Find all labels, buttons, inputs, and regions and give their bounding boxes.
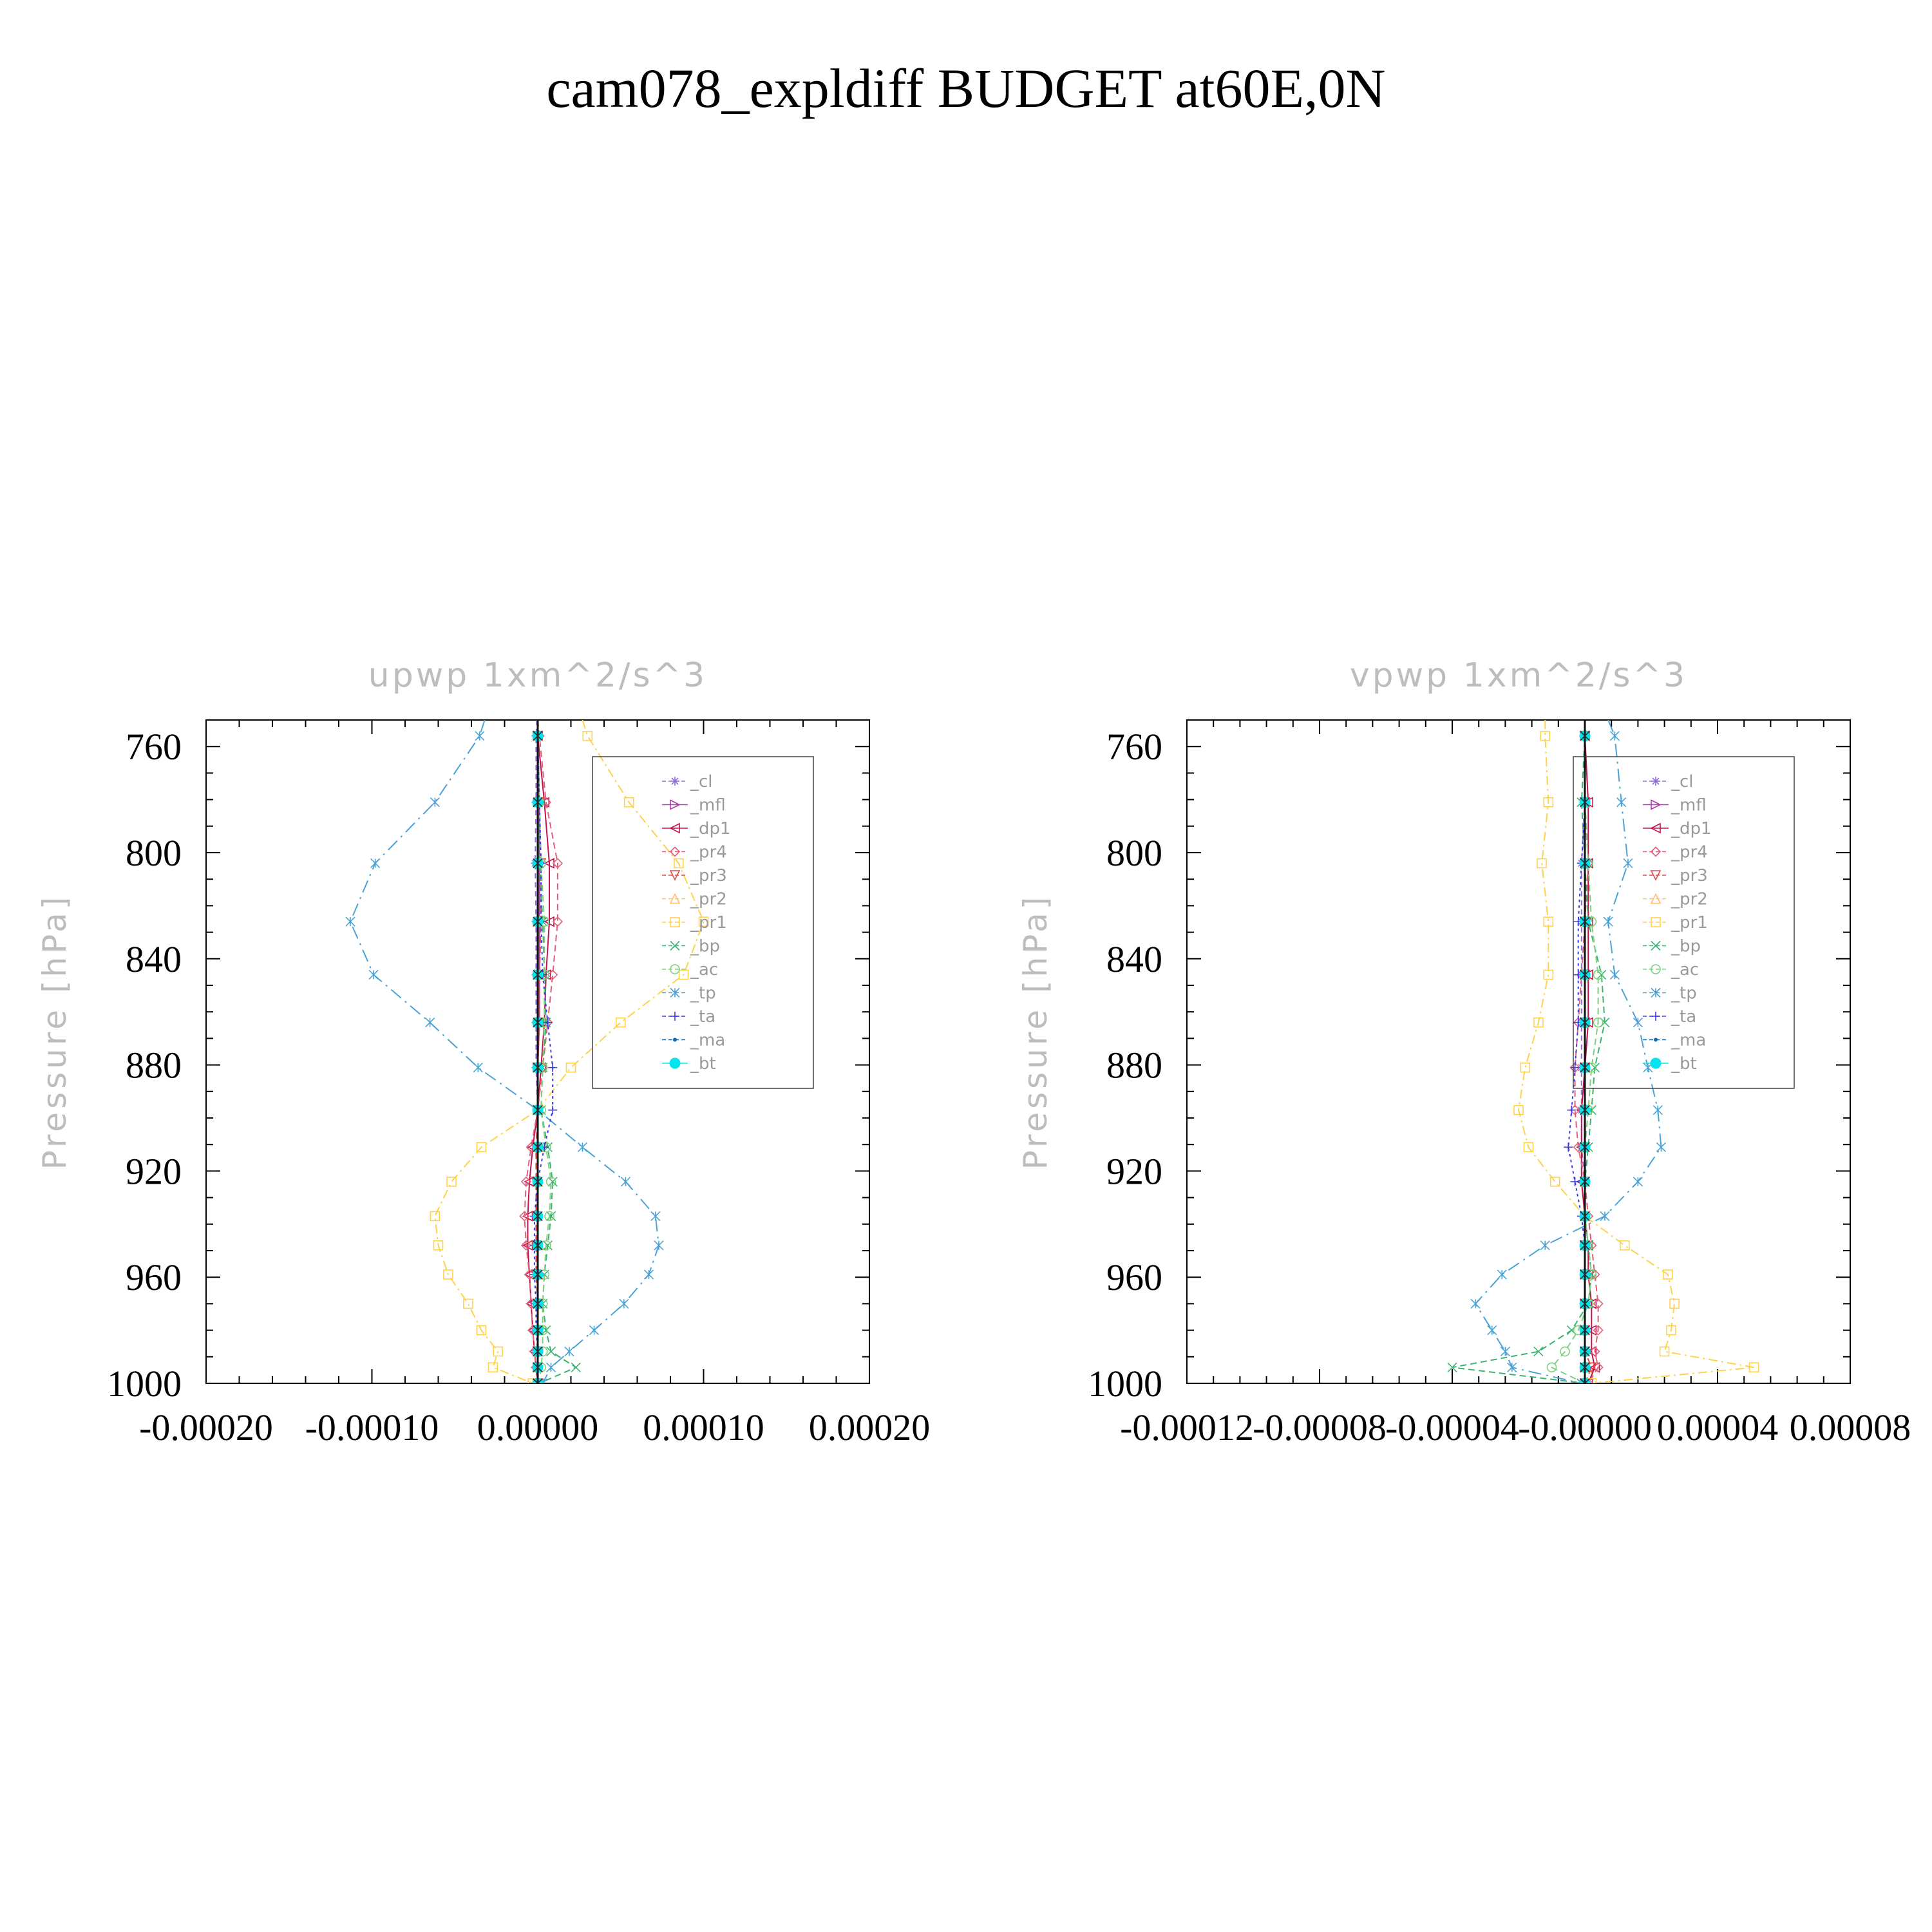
data-point [1488, 1326, 1497, 1335]
legend-item [662, 1007, 715, 1027]
x-tick-label: -0.00020 [139, 1406, 273, 1448]
legend-label: _ta [690, 1007, 716, 1027]
data-point [548, 1106, 557, 1115]
data-point [464, 1299, 473, 1308]
legend-label: _pr1 [1671, 913, 1708, 933]
legend-item [662, 772, 713, 791]
legend-label: _dp1 [1671, 819, 1712, 838]
legend-label: _bp [690, 936, 721, 956]
legend-label: _cl [690, 772, 713, 791]
data-point [1471, 1299, 1480, 1308]
data-point [1571, 1177, 1580, 1186]
x-tick-label: -0.00004 [1385, 1406, 1519, 1448]
data-point [1544, 971, 1553, 980]
legend-item [1643, 772, 1694, 791]
series-tp [1471, 720, 1665, 1388]
x-tick-label: -0.00012 [1120, 1406, 1254, 1448]
legend-item [662, 913, 727, 933]
legend-item [662, 960, 718, 980]
data-point [565, 1347, 574, 1356]
legend-label: _cl [1671, 772, 1694, 791]
legend-label: _ta [1671, 1007, 1697, 1027]
x-tick-label: 0.00020 [808, 1406, 931, 1448]
y-tick-label: 960 [1106, 1256, 1162, 1299]
legend-marker [1651, 1058, 1661, 1068]
data-point [1604, 917, 1613, 926]
legend-label: _bt [690, 1054, 716, 1074]
series-line [350, 720, 659, 1383]
legend-label: _ma [690, 1030, 726, 1050]
legend-label: _tp [1671, 983, 1697, 1003]
plot-frame [1187, 720, 1850, 1383]
data-point [371, 858, 380, 867]
legend-marker [670, 1058, 680, 1068]
data-point [1633, 1018, 1642, 1027]
x-tick-label: -0.00000 [1518, 1406, 1652, 1448]
data-point [645, 1270, 654, 1279]
x-tick-label: -0.00008 [1253, 1406, 1387, 1448]
legend-item [1643, 819, 1712, 838]
data-point [1653, 1106, 1662, 1115]
legend-item [1643, 1007, 1696, 1027]
data-point [1508, 1363, 1517, 1372]
y-tick-label: 920 [126, 1150, 182, 1193]
y-tick-label: 1000 [107, 1363, 182, 1405]
legend-label: _bt [1671, 1054, 1697, 1074]
data-point [651, 1211, 660, 1220]
series-tp [346, 720, 663, 1388]
y-axis-label: Pressure [hPa] [1017, 893, 1054, 1170]
legend-item [1643, 890, 1708, 909]
series-pr1 [430, 720, 708, 1388]
legend-item [662, 843, 727, 862]
upwp-panel [36, 656, 930, 1448]
legend-label: _pr3 [690, 866, 727, 886]
legend [1573, 757, 1794, 1088]
y-tick-label: 840 [1106, 938, 1162, 980]
data-point [1540, 1241, 1549, 1250]
data-point [1501, 1347, 1510, 1356]
data-point [1571, 1063, 1580, 1072]
y-tick-label: 1000 [1088, 1363, 1162, 1405]
series-line [1552, 720, 1598, 1383]
legend-label: _bp [1671, 936, 1701, 956]
series-line [1519, 720, 1754, 1383]
data-point [1617, 798, 1626, 807]
legend-label: _ac [1671, 960, 1700, 980]
data-point [590, 1326, 599, 1335]
legend-item [1643, 984, 1697, 1003]
legend-marker [1654, 1038, 1658, 1042]
data-point [583, 732, 592, 741]
series-line [1475, 720, 1661, 1383]
data-point [369, 971, 378, 980]
legend-label: _pr2 [690, 889, 727, 909]
legend-label: _pr4 [1671, 842, 1708, 862]
legend-item [662, 819, 731, 838]
y-tick-label: 880 [1106, 1044, 1162, 1086]
legend-item [1643, 866, 1708, 886]
data-point [1656, 1142, 1665, 1151]
series-line [1452, 720, 1605, 1383]
data-point [654, 1241, 663, 1250]
legend-item [1643, 937, 1701, 956]
legend-label: _ac [690, 960, 719, 980]
y-tick-label: 760 [1106, 726, 1162, 768]
y-tick-label: 960 [126, 1256, 182, 1299]
data-point [1520, 1063, 1530, 1072]
vpwp-panel [1017, 656, 1911, 1448]
legend-marker [1651, 1012, 1660, 1021]
x-tick-label: 0.00004 [1656, 1406, 1779, 1448]
data-point [475, 732, 484, 741]
figure-title: cam078_expldiff BUDGET at60E,0N [546, 57, 1386, 119]
series-layer [1448, 720, 1759, 1388]
series-line [1568, 720, 1585, 1383]
data-point [571, 1363, 580, 1372]
data-point [1564, 1142, 1573, 1151]
data-point [1497, 1270, 1506, 1279]
data-point [1624, 858, 1633, 867]
x-tick-label: 0.00010 [643, 1406, 764, 1448]
legend-marker [670, 777, 679, 786]
data-point [346, 917, 355, 926]
series-line [435, 720, 703, 1383]
legend-label: _dp1 [690, 819, 731, 838]
legend-item [662, 796, 726, 815]
data-point [1610, 732, 1619, 741]
data-point [578, 1142, 587, 1151]
x-tick-label: -0.00010 [305, 1406, 439, 1448]
data-point [621, 1177, 630, 1186]
data-point [547, 1363, 556, 1372]
y-tick-label: 800 [126, 832, 182, 874]
data-point [488, 1363, 497, 1372]
legend-item [662, 1054, 716, 1074]
data-point [426, 1018, 435, 1027]
data-point [1600, 1211, 1609, 1220]
legend-label: _pr3 [1671, 866, 1708, 886]
series-layer [346, 720, 708, 1388]
y-tick-label: 760 [126, 726, 182, 768]
panel-title: upwp 1xm^2/s^3 [368, 656, 708, 695]
y-tick-label: 800 [1106, 832, 1162, 874]
legend-item [662, 984, 716, 1003]
data-point [1620, 1241, 1629, 1250]
legend-item [1643, 843, 1708, 862]
data-point [1610, 971, 1619, 980]
legend-item [1643, 913, 1708, 933]
series-pr4 [520, 720, 562, 1388]
data-point [473, 1063, 482, 1072]
x-tick-label: 0.00008 [1789, 1406, 1911, 1448]
panel-title: vpwp 1xm^2/s^3 [1349, 656, 1688, 695]
y-axis-label: Pressure [hPa] [36, 893, 73, 1170]
legend-label: _ma [1671, 1030, 1707, 1050]
data-point [430, 798, 439, 807]
legend-marker [1651, 777, 1660, 786]
y-tick-label: 920 [1106, 1150, 1162, 1193]
legend-item [1643, 1031, 1706, 1050]
x-tick-label: 0.00000 [477, 1406, 599, 1448]
y-tick-label: 840 [126, 938, 182, 980]
legend-label: _pr4 [690, 842, 727, 862]
series-ac [1548, 720, 1603, 1388]
legend-item [1643, 796, 1707, 815]
legend-label: _pr1 [690, 913, 727, 933]
legend-item [662, 1031, 725, 1050]
legend-label: _mfl [1671, 795, 1707, 815]
data-point [548, 1063, 557, 1072]
legend-item [662, 866, 727, 886]
data-point [547, 1347, 556, 1356]
series-cl [1577, 720, 1589, 1388]
legend-item [662, 890, 727, 909]
legend-label: _pr2 [1671, 889, 1708, 909]
data-point [620, 1299, 629, 1308]
legend-label: _tp [690, 983, 716, 1003]
legend-item [662, 937, 720, 956]
legend-marker [670, 1012, 679, 1021]
data-point [1633, 1177, 1642, 1186]
series-line [524, 720, 558, 1383]
legend-item [1643, 960, 1699, 980]
legend-label: _mfl [690, 795, 726, 815]
y-tick-label: 880 [126, 1044, 182, 1086]
legend-marker [673, 1038, 677, 1042]
series-pr1 [1514, 720, 1759, 1388]
